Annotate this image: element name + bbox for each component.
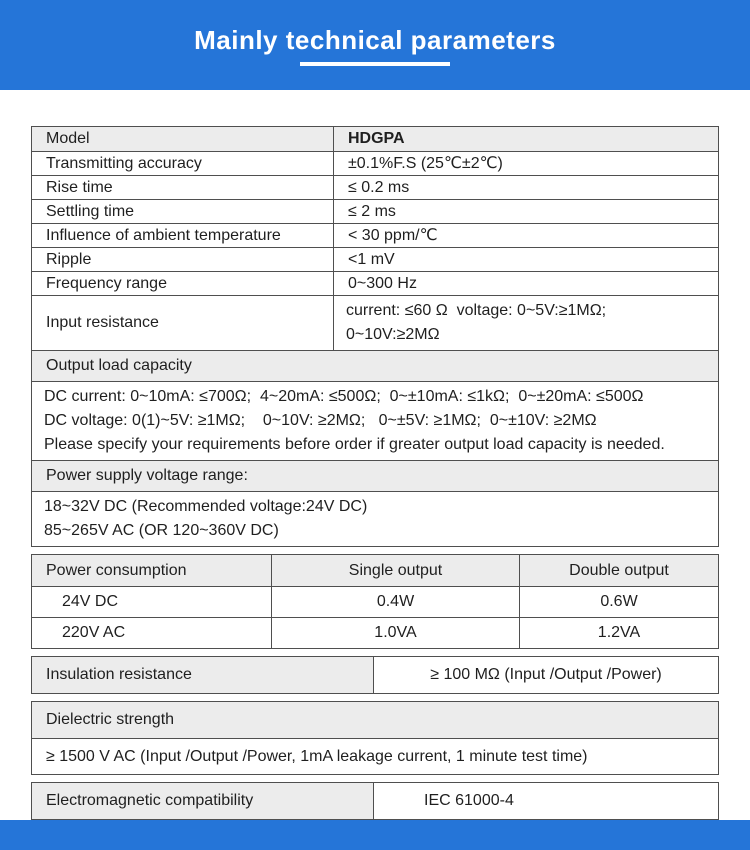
emc-value: IEC 61000-4	[424, 792, 514, 809]
power-consumption-table	[31, 554, 719, 649]
main-spec-table	[31, 126, 719, 547]
section-title-power-supply: Power supply voltage range:	[46, 467, 248, 484]
power-consumption-row-24vdc	[32, 586, 718, 617]
dielectric-strength-content-row	[32, 738, 718, 774]
output-load-content	[32, 382, 718, 460]
spec-value: <1 mV	[348, 250, 395, 268]
emc-row	[32, 783, 718, 819]
spec-value: 0~300 Hz	[348, 274, 417, 292]
power-supply-content	[32, 492, 718, 546]
spec-value-model: HDGPA	[348, 130, 405, 147]
title-wrap	[194, 25, 556, 66]
dielectric-strength-label: Dielectric strength	[46, 711, 175, 728]
output-load-line-1: DC current: 0~10mA: ≤700Ω; 4~20mA: ≤500Ω; 0~±10mA: ≤1kΩ; 0~±20mA: ≤500Ω	[44, 388, 644, 405]
spec-row-rise-time	[32, 175, 718, 199]
spec-label: Influence of ambient temperature	[32, 224, 334, 247]
power-supply-line-2: 85~265V AC (OR 120~360V DC)	[44, 522, 279, 539]
spec-sheet	[31, 126, 719, 820]
single-output-value: 0.4W	[272, 587, 520, 617]
spec-label: Frequency range	[32, 272, 334, 295]
input-resistance-line-1: current: ≤60 Ω voltage: 0~5V:≥1MΩ;	[346, 302, 607, 319]
spec-row-frequency-range	[32, 271, 718, 295]
output-load-content-row	[32, 381, 718, 460]
insulation-resistance-value: ≥ 100 MΩ (Input /Output /Power)	[430, 666, 662, 683]
insulation-resistance-table	[31, 656, 719, 694]
power-consumption-header-row	[32, 555, 718, 586]
dielectric-strength-table	[31, 701, 719, 775]
output-load-header-row	[32, 350, 718, 381]
double-output-header: Double output	[569, 561, 669, 579]
power-supply-line-1: 18~32V DC (Recommended voltage:24V DC)	[44, 498, 368, 515]
power-supply-content-row	[32, 491, 718, 546]
title-underline	[300, 62, 450, 66]
spec-label: Model	[32, 127, 334, 151]
insulation-resistance-label: Insulation resistance	[32, 657, 374, 693]
spec-value-multiline	[334, 296, 718, 350]
spec-row-model	[32, 127, 718, 151]
power-consumption-header: Power consumption	[32, 555, 272, 586]
spec-row-settling-time	[32, 199, 718, 223]
emc-label: Electromagnetic compatibility	[32, 783, 374, 819]
section-title-output-load: Output load capacity	[46, 357, 192, 374]
supply-type: 220V AC	[32, 618, 272, 648]
output-load-line-3: Please specify your requirements before order if greater output load capacity is needed.	[44, 436, 665, 453]
double-output-value: 0.6W	[600, 593, 638, 610]
supply-type: 24V DC	[32, 587, 272, 617]
emc-table	[31, 782, 719, 820]
power-supply-header-row	[32, 460, 718, 491]
spec-label: Rise time	[32, 176, 334, 199]
power-consumption-row-220vac	[32, 617, 718, 648]
bottom-accent-bar	[0, 820, 750, 850]
spec-row-input-resistance	[32, 295, 718, 350]
input-resistance-line-2: 0~10V:≥2MΩ	[346, 326, 440, 343]
spec-row-ambient-temperature	[32, 223, 718, 247]
single-output-header: Single output	[272, 555, 520, 586]
spec-value: ≤ 0.2 ms	[348, 178, 410, 196]
spec-value: < 30 ppm/℃	[348, 226, 438, 244]
double-output-value: 1.2VA	[597, 624, 641, 641]
spec-label: Settling time	[32, 200, 334, 223]
spec-label: Transmitting accuracy	[32, 152, 334, 175]
dielectric-strength-header-row	[32, 702, 718, 738]
title-banner	[0, 0, 750, 90]
spec-value: ≤ 2 ms	[348, 202, 396, 220]
spec-value: ±0.1%F.S (25℃±2℃)	[348, 154, 503, 172]
single-output-value: 1.0VA	[272, 618, 520, 648]
spec-row-transmitting-accuracy	[32, 151, 718, 175]
spec-label: Input resistance	[32, 296, 334, 350]
page-title: Mainly technical parameters	[194, 24, 556, 55]
dielectric-strength-value: ≥ 1500 V AC (Input /Output /Power, 1mA leakage current, 1 minute test time)	[46, 747, 588, 765]
spec-label: Ripple	[32, 248, 334, 271]
spec-row-ripple	[32, 247, 718, 271]
insulation-resistance-row	[32, 657, 718, 693]
output-load-line-2: DC voltage: 0(1)~5V: ≥1MΩ; 0~10V: ≥2MΩ; 0~±5V: ≥1MΩ; 0~±10V: ≥2MΩ	[44, 412, 597, 429]
